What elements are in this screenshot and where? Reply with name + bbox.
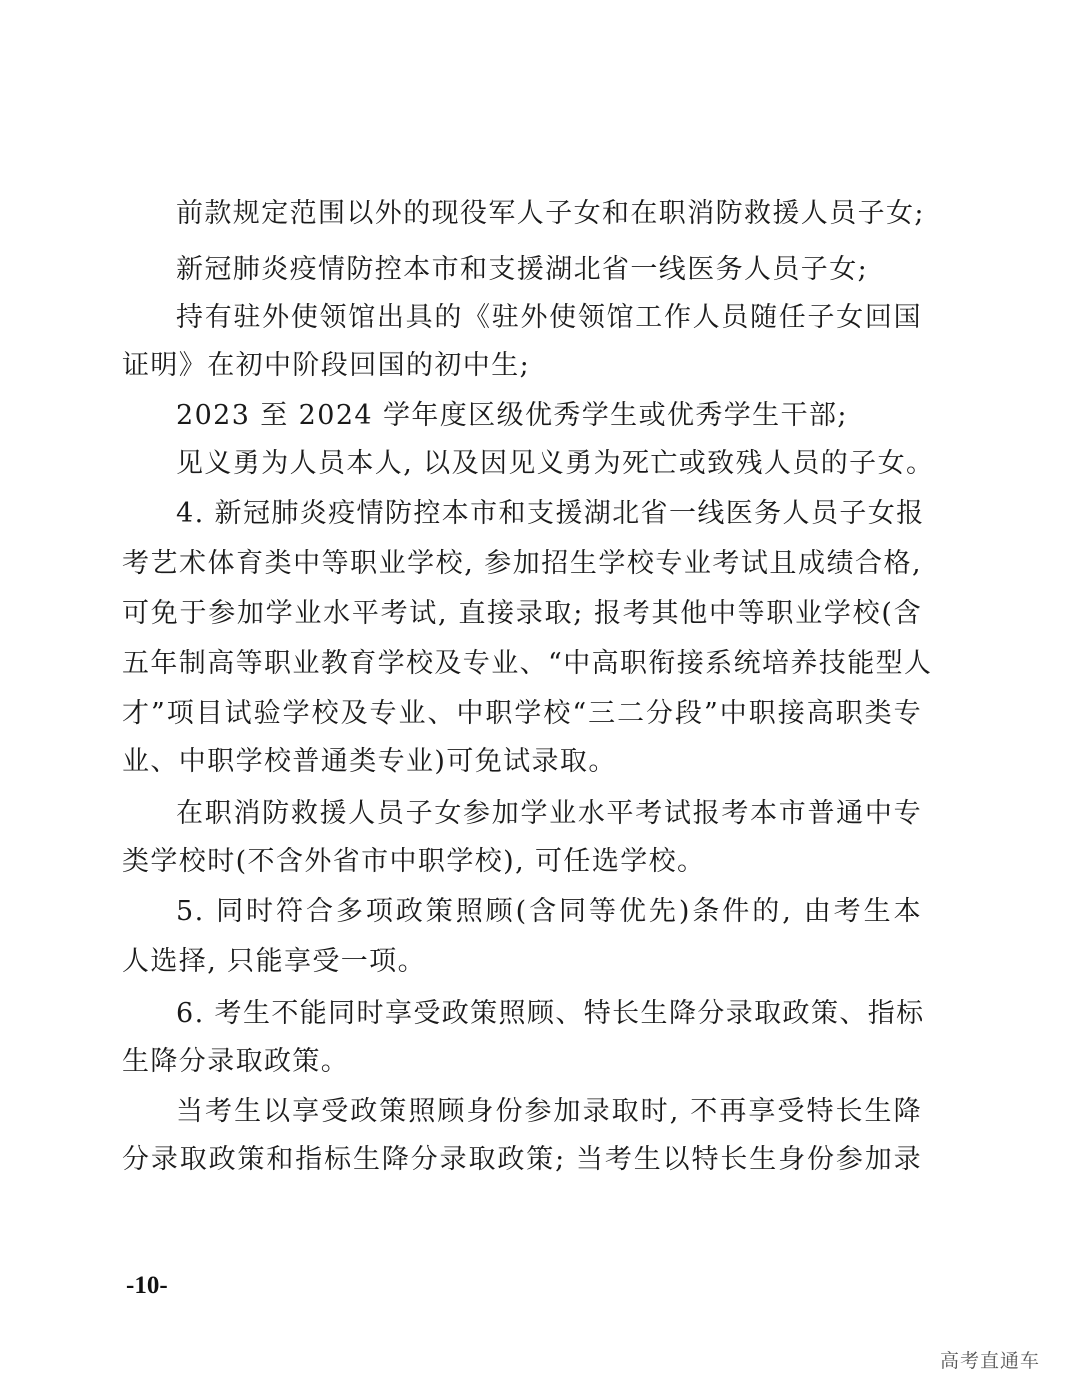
paragraph-line: 分录取政策和指标生降分录取政策; 当考生以特长生身份参加录 bbox=[122, 1144, 922, 1175]
watermark-label: 高考直通车 bbox=[940, 1350, 1041, 1372]
page-number: -10- bbox=[126, 1272, 168, 1299]
paragraph-line: 持有驻外使领馆出具的《驻外使领馆工作人员随任子女回国 bbox=[176, 302, 922, 333]
paragraph-line: 在职消防救援人员子女参加学业水平考试报考本市普通中专 bbox=[176, 798, 922, 829]
paragraph-line: 前款规定范围以外的现役军人子女和在职消防救援人员子女; bbox=[176, 198, 925, 229]
paragraph-line: 五年制高等职业教育学校及专业、“中高职衔接系统培养技能型人 bbox=[122, 648, 933, 679]
paragraph-line: 类学校时(不含外省市中职学校), 可任选学校。 bbox=[122, 846, 706, 877]
paragraph-line: 5. 同时符合多项政策照顾(含同等优先)条件的, 由考生本 bbox=[176, 896, 922, 927]
paragraph-line: 可免于参加学业水平考试, 直接录取; 报考其他中等职业学校(含 bbox=[122, 598, 922, 629]
paragraph-line: 生降分录取政策。 bbox=[122, 1046, 350, 1077]
paragraph-line: 考艺术体育类中等职业学校, 参加招生学校专业考试且成绩合格, bbox=[122, 548, 922, 579]
paragraph-line: 见义勇为人员本人, 以及因见义勇为死亡或致残人员的子女。 bbox=[176, 448, 935, 479]
paragraph-line: 当考生以享受政策照顾身份参加录取时, 不再享受特长生降 bbox=[176, 1096, 922, 1127]
paragraph-line: 人选择, 只能享受一项。 bbox=[122, 946, 426, 977]
paragraph-line: 2023 至 2024 学年度区级优秀学生或优秀学生干部; bbox=[176, 400, 848, 431]
paragraph-line: 证明》在初中阶段回国的初中生; bbox=[122, 350, 531, 381]
paragraph-line: 才”项目试验学校及专业、中职学校“三二分段”中职接高职类专 bbox=[122, 698, 922, 729]
paragraph-line: 6. 考生不能同时享受政策照顾、特长生降分录取政策、指标 bbox=[176, 998, 925, 1029]
paragraph-line: 新冠肺炎疫情防控本市和支援湖北省一线医务人员子女; bbox=[176, 254, 869, 285]
paragraph-line: 4. 新冠肺炎疫情防控本市和支援湖北省一线医务人员子女报 bbox=[176, 498, 925, 529]
paragraph-line: 业、中职学校普通类专业)可免试录取。 bbox=[122, 746, 617, 777]
